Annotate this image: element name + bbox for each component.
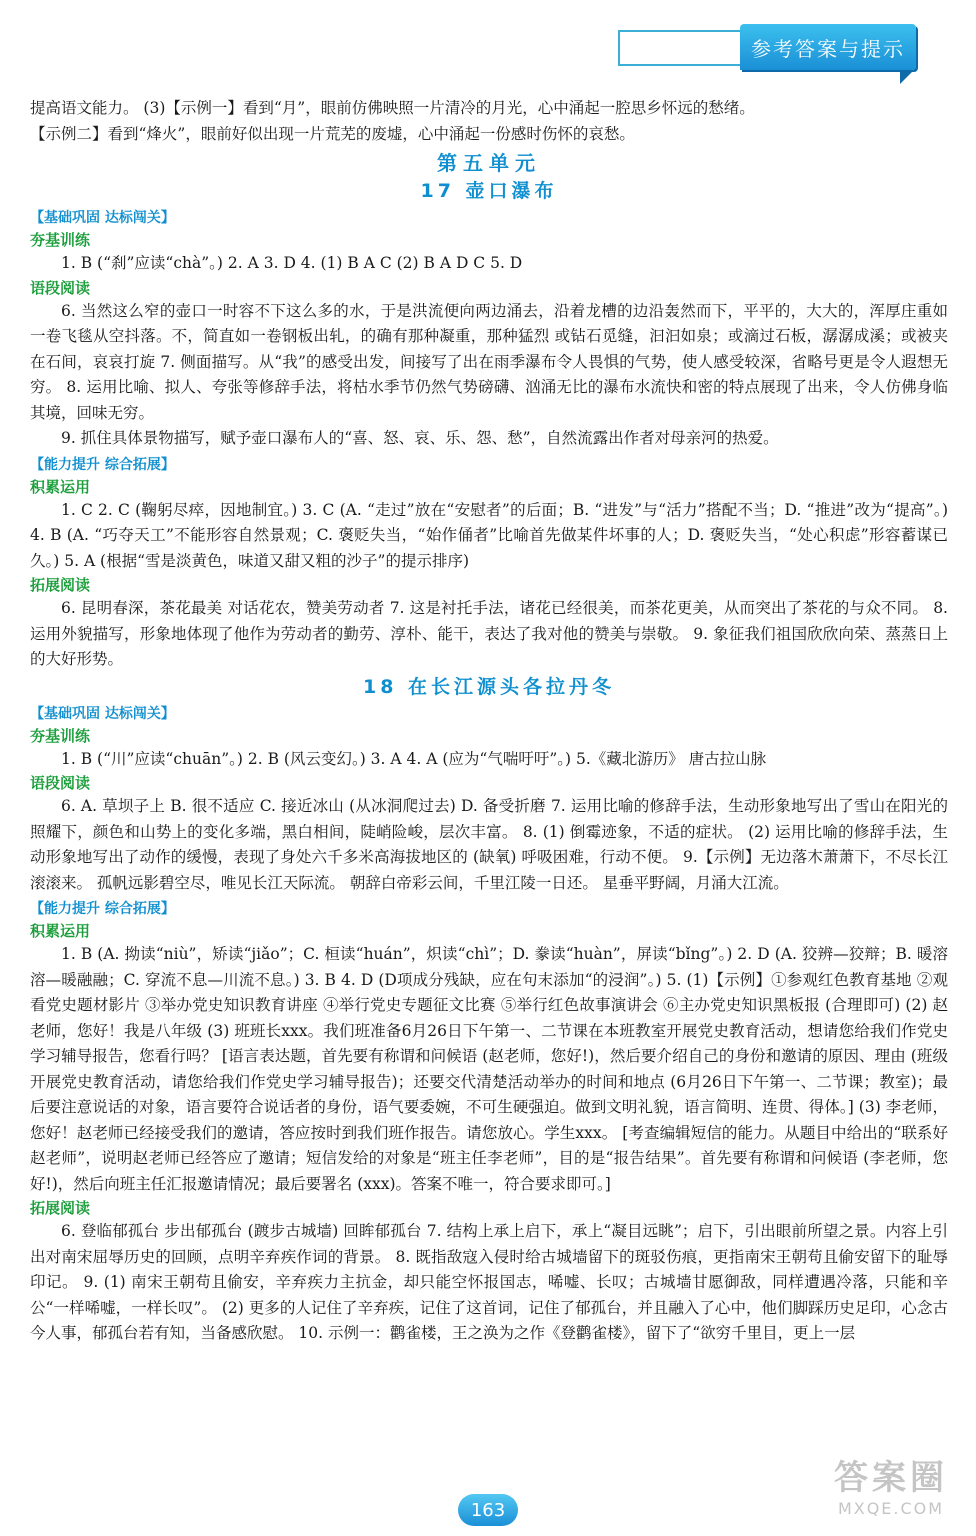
lesson-title: 17 壶口瀑布	[420, 180, 558, 202]
header-tab: 参考答案与提示	[740, 24, 916, 70]
answer-paragraph: 1. B (“刹”应读“chà”。) 2. A 3. D 4. (1) B A C (2) B A D C 5. D	[61, 254, 523, 272]
answer-paragraph: 1. B (A. 拗读“niù”，矫读“jiǎo”；C. 桓读“huán”，炽读“chì”；D. 豢读“huàn”，屏读“bǐng”。) 2. D (A. 狡辨—狡辩；B. 暖溶溶—暖融融；C. 穿流不息—川流不息。) 3. B 4. D (D项成分残缺，应在句末添加“的浸润”。) 5. (1)【示例】①参观红色教育基地 ②观看党史题材影片 ③举办党史知识教育讲座 ④举行党史专题征文比赛 ⑤举行红色故事演讲会 ⑥主办党史知识黑板报 (合理即可) (2) 赵老师，您好！我是八年级 (3) 班班长xxx。我们班准备6月26日下午第一、二节课在本班教室开展党史教育活动，想请您给我们作党史学习辅导报告，您看行吗？ [语言表达题，首先要有称谓和问候语 (赵老师，您好!)，然后要介绍自己的身份和邀请的原因、理由 (班级开展党史教育活动，请您给我们作党史学习辅导报告)；还要交代清楚活动举办的时间和地点 (6月26日下午第一、二节课；教室)；最后要注意说话的对象，语言要符合说话者的身份，语气要委婉，不可生硬强迫。做到文明礼貌，语言简明、连贯、得体。] (3) 李老师，您好！赵老师已经接受我们的邀请，答应按时到我们班作报告。请您放心。学生xxx。 [考查编辑短信的能力。从题目中给出的“联系好赵老师”，说明赵老师已经答应了邀请；短信发给的对象是“班主任李老师”，目的是“报告结果”。首先要有称谓和问候语 (李老师，您好!)，然后向班主任汇报邀请情况；最后要署名 (xxx)。答案不唯一，符合要求即可。]	[30, 945, 948, 1193]
subsection-heading: 夯基训练	[30, 231, 91, 249]
watermark-top: 答案圈	[834, 1458, 948, 1498]
section-heading: 【基础巩固 达标闯关】	[30, 210, 175, 226]
subsection-heading: 积累运用	[30, 922, 91, 940]
section-heading: 【能力提升 综合拓展】	[30, 901, 175, 917]
page-number: 163	[458, 1494, 518, 1526]
answer-paragraph: 9. 抓住具体景物描写，赋予壶口瀑布人的“喜、怒、哀、乐、怨、愁”，自然流露出作者对母亲河的热爱。	[61, 429, 779, 447]
subsection-heading: 语段阅读	[30, 774, 91, 792]
answer-paragraph: 6. 昆明春深，茶花最美 对话花农，赞美劳动者 7. 这是衬托手法，诸花已经很美，而茶花更美，从而突出了茶花的与众不同。 8. 运用外貌描写，形象地体现了他作为劳动者的勤劳、淳朴、能干，表达了我对他的赞美与崇敬。 9. 象征我们祖国欣欣向荣、蒸蒸日上的大好形势。	[30, 599, 948, 668]
answer-content	[30, 96, 948, 1347]
answer-paragraph: 6. A. 草坝子上 B. 很不适应 C. 接近冰山 (从冰洞爬过去) D. 备受折磨 7. 运用比喻的修辞手法，生动形象地写出了雪山在阳光的照耀下，颜色和山势上的变化多端，黑白相间，陡峭险峻，层次丰富。 8. (1) 倒霉迹象，不适的症状。 (2) 运用比喻的修辞手法，生动形象地写出了动作的缓慢，表现了身处六千多米高海拔地区的 (缺氧) 呼吸困难，行动不便。 9.【示例】无边落木萧萧下，不尽长江滚滚来。 孤帆远影碧空尽，唯见长江天际流。 朝辞白帝彩云间，千里江陵一日还。 星垂平野阔，月涌大江流。	[30, 797, 948, 892]
header-tab-fold	[900, 70, 914, 84]
answer-paragraph: 1. C 2. C (鞠躬尽瘁，因地制宜。) 3. C (A. “走过”放在“安慰者”的后面；B. “进发”与“活力”搭配不当；D. “推进”改为“提高”。) 4. B (A. “巧夺天工”不能形容自然景观；C. 褒贬失当，“始作俑者”比喻首先做某件坏事的人；D. 褒贬失当，“处心积虑”形容蓄谋已久。) 5. A (根据“雪是淡黄色，味道又甜又粗的沙子”的提示排序)	[30, 500, 948, 570]
lessons	[30, 177, 948, 1347]
watermark-bottom: MXQE.COM	[837, 1499, 945, 1518]
watermark-logo	[816, 1458, 966, 1528]
intro-line: 提高语文能力。 (3)【示例一】看到“月”，眼前仿佛映照一片清冷的月光，心中涌起一腔思乡怀远的愁绪。	[30, 99, 755, 117]
section-heading: 【基础巩固 达标闯关】	[30, 705, 175, 722]
section-heading: 【能力提升 综合拓展】	[30, 456, 175, 473]
lesson-title: 18 在长江源头各拉丹冬	[362, 675, 616, 698]
answer-paragraph: 6. 当然这么窄的壶口一时容不下这么多的水，于是洪流便向两边涌去，沿着龙槽的边沿轰然而下，平平的，大大的，浑厚庄重如一卷飞毯从空抖落。不，简直如一卷钢板出轧，的确有那种凝重，那种猛烈 或钻石觅缝，汩汩如泉；或滴过石板，潺潺成溪；或被夹在石间，哀哀打旋 7. 侧面描写。从“我”的感受出发，间接写了出在雨季瀑布令人畏惧的气势，使人感受较深，省略号更是令人遐想无穷。 8. 运用比喻、拟人、夸张等修辞手法，将枯水季节仍然气势磅礴、汹涌无比的瀑布水流快和密的特点展现了出来，令人仿佛身临其境，回味无穷。	[30, 301, 948, 422]
answer-paragraph: 1. B (“川”应读“chuān”。) 2. B (风云变幻。) 3. A 4. A (应为“气喘吁吁”。) 5.《藏北游历》 唐古拉山脉	[61, 749, 767, 768]
unit-title: 第五单元	[437, 151, 541, 175]
answer-paragraph: 6. 登临郁孤台 步出郁孤台 (踱步古城墙) 回眸郁孤台 7. 结构上承上启下，承上“凝目远眺”；启下，引出眼前所望之景。内容上引出对南宋屈辱历史的回顾，点明辛弃疾作词的背景。 8. 既指敌寇入侵时给古城墙留下的斑驳伤痕，更指南宋王朝苟且偷安留下的耻辱印记。 9. (1) 南宋王朝苟且偷安，辛弃疾力主抗金，却只能空怀报国志，唏嘘、长叹；古城墙甘愿御敌，同样遭遇冷落，只能和辛公“一样唏嘘，一样长叹”。 (2) 更多的人记住了辛弃疾，记住了这首词，记住了郁孤台，并且融入了心中，他们脚踩历史足印，心念古今人事，郁孤台若有知，当备感欣慰。 10. 示例一：鹳雀楼，王之涣为之作《登鹳雀楼》，留下了“欲穷千里目，更上一层	[30, 1222, 948, 1342]
subsection-heading: 拓展阅读	[30, 1199, 91, 1217]
subsection-heading: 语段阅读	[30, 278, 91, 297]
subsection-heading: 夯基训练	[30, 726, 91, 745]
intro-line: 【示例二】看到“烽火”，眼前好似出现一片荒芜的废墟，心中涌起一份感时伤怀的哀愁。	[30, 124, 635, 143]
subsection-heading: 积累运用	[30, 477, 91, 496]
subsection-heading: 拓展阅读	[30, 576, 91, 594]
header-frame	[618, 30, 740, 66]
